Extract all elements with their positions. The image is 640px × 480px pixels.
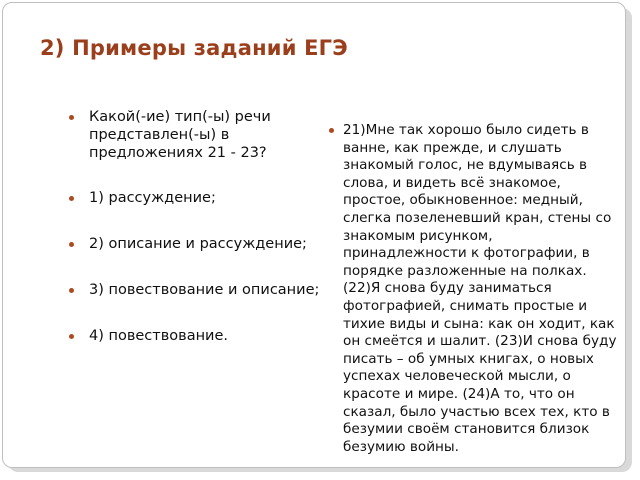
answer-option-1 [69, 189, 324, 207]
excerpt-text: 21)Мне так хорошо было сидеть в ванне, как прежде, и слушать знакомый голос, не вдумываясь в слова, и видеть всё знакомое, простое, обыкновенное: медный, слегка позеленевший кран, стены со знакомым рисунком, принадлежности к фотографии, в порядке разложенные на полках. (22)Я снова буду заниматься фотографией, снимать простые и тихие виды и сына: как он ходит, как он смеётся и шалит. (23)И снова буду писать – об умных книгах, о новых успехах человеческой мысли, о красоте и мире. (24)А то, что он сказал, было участью всех тех, кто в безумии своём становится близок безумию войны. [343, 122, 617, 455]
slide-title: 2) Примеры заданий ЕГЭ [40, 36, 348, 60]
answer-option-label: 1) рассуждение; [89, 190, 216, 206]
answer-option-4 [69, 327, 324, 345]
bullet-dot-icon [69, 115, 74, 120]
question-item [69, 108, 324, 162]
excerpt-item [329, 122, 619, 456]
answer-option-label: 4) повествование. [89, 328, 229, 344]
slide [2, 2, 626, 468]
answer-option-3 [69, 281, 324, 299]
bullet-dot-icon [69, 242, 74, 247]
answer-option-label: 3) повествование и описание; [89, 282, 320, 298]
answer-option-label: 2) описание и рассуждение; [89, 236, 307, 252]
question-text: Какой(-ие) тип(-ы) речи представлен(-ы) в предложениях 21 - 23? [89, 109, 271, 161]
text-excerpt [329, 122, 619, 456]
question-list [69, 108, 324, 373]
bullet-dot-icon [329, 128, 334, 133]
bullet-dot-icon [69, 334, 74, 339]
answer-option-2 [69, 235, 324, 253]
bullet-dot-icon [69, 196, 74, 201]
bullet-dot-icon [69, 288, 74, 293]
